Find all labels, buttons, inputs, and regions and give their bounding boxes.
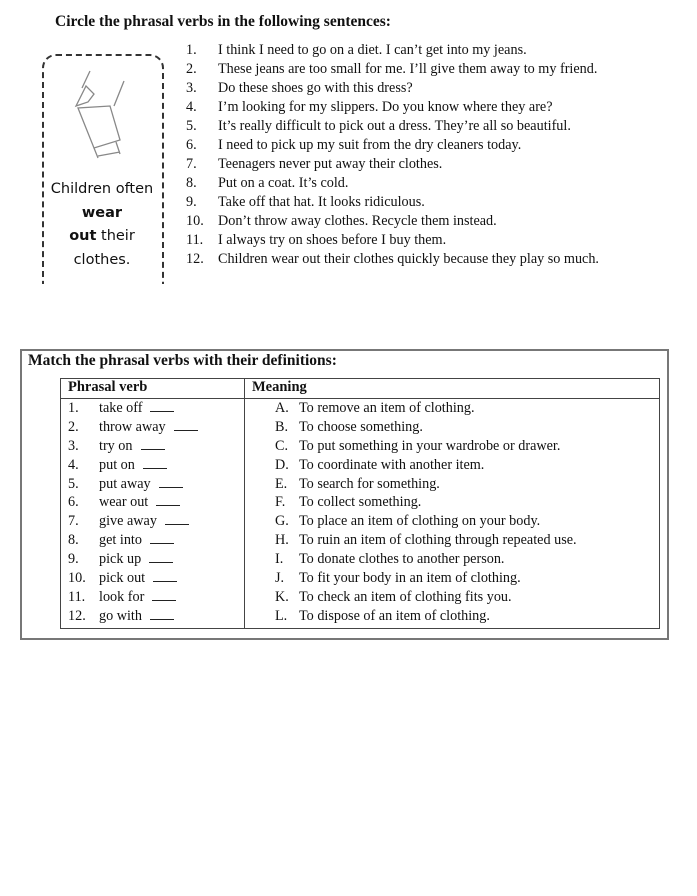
definition-row [275, 569, 577, 588]
sentence-text: Children wear out their clothes quickly because they play so much. [218, 251, 599, 267]
verb-text: wear out [99, 494, 149, 511]
verb-row [68, 512, 198, 531]
sentence-text: Take off that hat. It looks ridiculous. [218, 194, 425, 210]
answer-blank[interactable] [165, 512, 189, 525]
sentence-number: 3. [186, 80, 197, 96]
sentence-text: Do these shoes go with this dress? [218, 80, 413, 96]
definition-text: To choose something. [299, 418, 423, 435]
caption-bold-out: out [69, 228, 97, 244]
sentence-item [186, 193, 599, 212]
sentence-number: 6. [186, 137, 197, 153]
definition-letter: H. [275, 532, 289, 549]
verb-row [68, 475, 198, 494]
sentence-number: 4. [186, 99, 197, 115]
definition-letter: A. [275, 400, 289, 416]
verb-text: try on [99, 437, 133, 454]
answer-blank[interactable] [149, 550, 173, 563]
sentence-item [186, 231, 599, 250]
answer-blank[interactable] [156, 493, 180, 506]
sentence-item [186, 60, 599, 79]
sentence-item [186, 136, 599, 155]
header-meaning: Meaning [252, 379, 307, 395]
definition-text: To donate clothes to another person. [299, 551, 505, 568]
sentence-text: It’s really difficult to pick out a dress. They’re all so beautiful. [218, 118, 571, 134]
verb-row [68, 531, 198, 550]
verb-number: 8. [68, 532, 79, 549]
verb-row [68, 569, 198, 588]
definition-text: To fit your body in an item of clothing. [299, 570, 521, 587]
exercise2-title: Match the phrasal verbs with their definitions: [28, 352, 337, 369]
verb-text: take off [99, 400, 143, 416]
answer-blank[interactable] [141, 437, 165, 450]
definition-letter: C. [275, 437, 289, 454]
answer-blank[interactable] [143, 456, 167, 469]
sentence-text: I’m looking for my slippers. Do you know where they are? [218, 99, 553, 115]
sentence-text: Teenagers never put away their clothes. [218, 156, 443, 172]
definition-text: To search for something. [299, 475, 440, 492]
verb-number: 3. [68, 437, 79, 454]
verb-number: 1. [68, 400, 79, 416]
sentence-text: Don’t throw away clothes. Recycle them instead. [218, 213, 497, 229]
sentence-item [186, 174, 599, 193]
sentence-item [186, 155, 599, 174]
verb-number: 10. [68, 570, 86, 587]
sentence-item [186, 250, 599, 269]
verb-number: 7. [68, 513, 79, 530]
sentence-item [186, 117, 599, 136]
sentence-item [186, 41, 599, 60]
verb-number: 4. [68, 456, 79, 473]
answer-blank[interactable] [150, 531, 174, 544]
caption-part: Children often [50, 181, 154, 197]
verb-number: 6. [68, 494, 79, 511]
caption-bold-wear: wear [81, 204, 123, 221]
verb-text: give away [99, 513, 157, 530]
verb-row [68, 588, 198, 607]
answer-blank[interactable] [159, 475, 183, 488]
definition-text: To ruin an item of clothing through repeated use. [299, 532, 577, 549]
verb-number: 12. [68, 607, 86, 624]
definition-letter: B. [275, 418, 289, 435]
definition-letter: I. [275, 551, 284, 568]
exercise1-title: Circle the phrasal verbs in the following sentences: [55, 13, 391, 30]
verb-row [68, 418, 198, 437]
verb-column [68, 399, 198, 626]
verb-row [68, 399, 198, 418]
verb-number: 9. [68, 551, 79, 568]
definition-row [275, 418, 577, 437]
verb-row [68, 437, 198, 456]
verb-text: look for [99, 588, 145, 605]
sentence-text: I need to pick up my suit from the dry cleaners today. [218, 137, 522, 153]
definition-text: To put something in your wardrobe or drawer. [299, 437, 561, 454]
sentence-number: 11. [186, 232, 204, 248]
definition-text: To remove an item of clothing. [299, 400, 475, 416]
definition-letter: G. [275, 513, 289, 530]
sentence-number: 7. [186, 156, 197, 172]
sentence-text: I think I need to go on a diet. I can’t get into my jeans. [218, 42, 527, 58]
verb-row [68, 456, 198, 475]
definition-row [275, 550, 577, 569]
answer-blank[interactable] [150, 607, 174, 620]
definition-letter: K. [275, 588, 289, 605]
definition-row [275, 512, 577, 531]
answer-blank[interactable] [174, 418, 198, 431]
definition-row [275, 607, 577, 626]
verb-text: throw away [99, 418, 166, 435]
verb-number: 11. [68, 588, 86, 605]
definition-text: To dispose of an item of clothing. [299, 607, 490, 624]
sentence-number: 1. [186, 42, 197, 58]
sentence-number: 9. [186, 194, 197, 210]
answer-blank[interactable] [150, 399, 174, 412]
definition-row [275, 437, 577, 456]
definition-row [275, 493, 577, 512]
verb-row [68, 550, 198, 569]
header-phrasal-verb: Phrasal verb [68, 379, 148, 395]
sentence-item [186, 79, 599, 98]
sentence-number: 5. [186, 118, 197, 134]
answer-blank[interactable] [153, 569, 177, 582]
definition-text: To coordinate with another item. [299, 456, 485, 473]
verb-text: go with [99, 607, 142, 624]
sentence-text: Put on a coat. It’s cold. [218, 175, 349, 191]
definition-text: To collect something. [299, 494, 422, 511]
sentence-number: 12. [186, 251, 204, 267]
definition-row [275, 588, 577, 607]
definition-row [275, 475, 577, 494]
verb-text: get into [99, 532, 142, 549]
sentence-text: These jeans are too small for me. I’ll give them away to my friend. [218, 61, 598, 77]
verb-number: 5. [68, 475, 79, 492]
sentence-item [186, 98, 599, 117]
sentence-number: 10. [186, 213, 204, 229]
sentence-item [186, 212, 599, 231]
sentence-number: 2. [186, 61, 197, 77]
verb-text: put away [99, 475, 151, 492]
definition-row [275, 399, 577, 418]
definition-text: To place an item of clothing on your body. [299, 513, 541, 530]
definition-letter: D. [275, 456, 289, 473]
verb-row [68, 493, 198, 512]
verb-row [68, 607, 198, 626]
answer-blank[interactable] [152, 588, 176, 601]
definition-letter: E. [275, 475, 288, 492]
definition-letter: F. [275, 494, 286, 511]
sentence-list [186, 41, 599, 269]
sentence-number: 8. [186, 175, 197, 191]
verb-number: 2. [68, 418, 79, 435]
caption-part: their clothes. [73, 228, 135, 268]
definition-row [275, 531, 577, 550]
definition-text: To check an item of clothing fits you. [299, 588, 512, 605]
definition-letter: J. [275, 570, 285, 587]
verb-text: pick up [99, 551, 142, 568]
column-divider [244, 378, 245, 629]
definition-column [275, 399, 577, 626]
verb-text: put on [99, 456, 135, 473]
sentence-text: I always try on shoes before I buy them. [218, 232, 447, 248]
definition-letter: L. [275, 607, 288, 624]
torn-jeans-illustration [64, 66, 144, 166]
verb-text: pick out [99, 570, 146, 587]
caption-text [44, 178, 160, 272]
definition-row [275, 456, 577, 475]
